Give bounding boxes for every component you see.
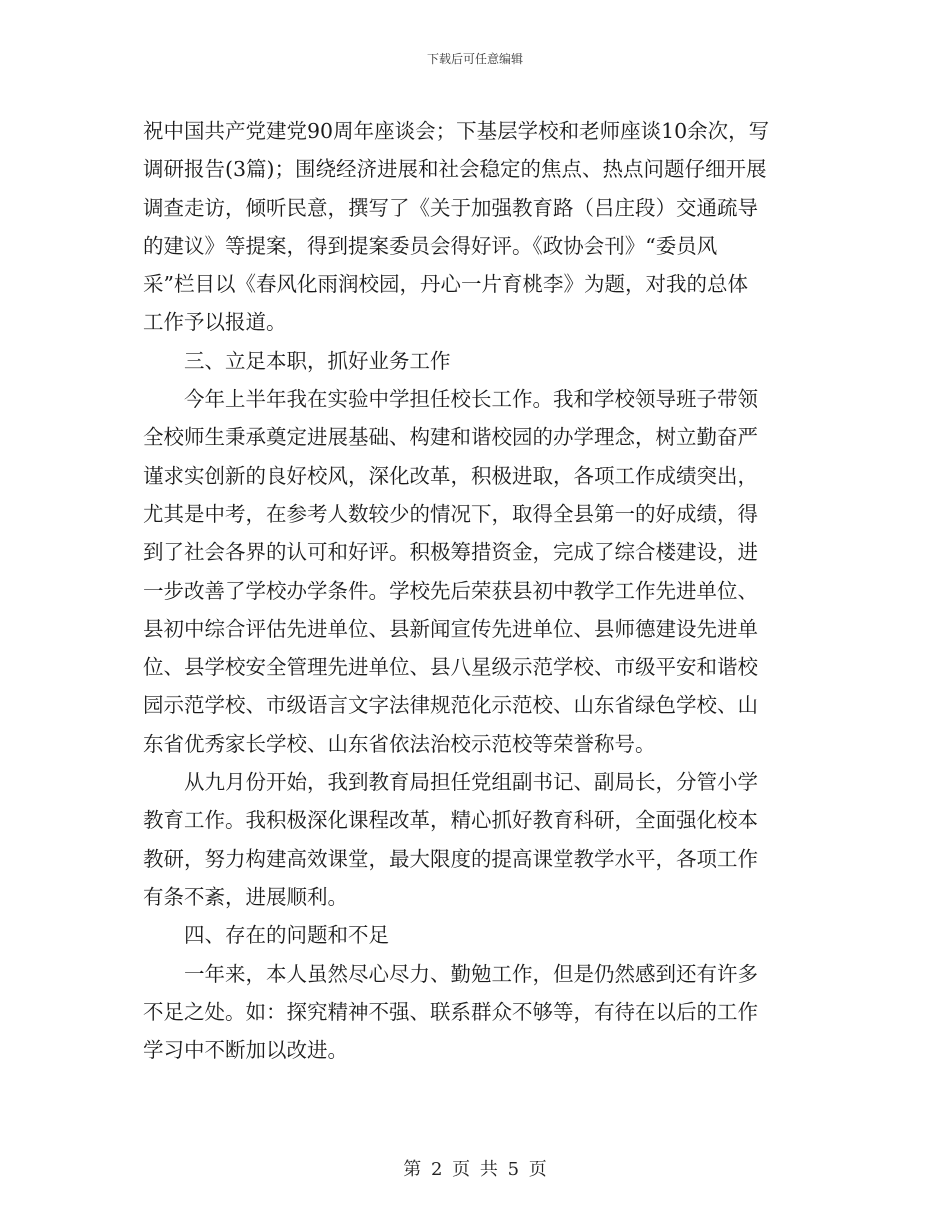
text-line: 采”栏目以《春风化雨润校园，丹心一片育桃李》为题，对我的总体 — [143, 272, 748, 297]
text-line: 教育工作。我积极深化课程改革，精心抓好教育科研，全面强化校本 — [143, 808, 758, 833]
text-line: 一年来，本人虽然尽心尽力、勤勉工作，但是仍然感到还有许多 — [184, 961, 758, 986]
page-number: 第 2 页 共 5 页 — [403, 1159, 547, 1180]
page-header: 下载后可任意编辑 — [426, 52, 523, 66]
text-line: 从九月份开始，我到教育局担任党组副书记、副局长，分管小学 — [184, 770, 758, 795]
text-line: 不足之处。如：探究精神不强、联系群众不够等，有待在以后的工作 — [143, 999, 758, 1024]
text-line: 有条不紊，进展顺利。 — [143, 884, 348, 909]
text-line: 尤其是中考，在参考人数较少的情况下，取得全县第一的好成绩，得 — [143, 501, 758, 526]
text-line: 今年上半年我在实验中学担任校长工作。我和学校领导班子带领 — [184, 387, 758, 412]
text-line: 谨求实创新的良好校风，深化改革，积极进取，各项工作成绩突出， — [143, 463, 758, 488]
text-line: 调查走访，倾听民意，撰写了《关于加强教育路（吕庄段）交通疏导 — [143, 195, 758, 220]
text-line: 调研报告(3篇)；围绕经济进展和社会稳定的焦点、热点问题仔细开展 — [143, 157, 767, 182]
text-line: 学习中不断加以改进。 — [143, 1038, 348, 1063]
document-body — [143, 112, 807, 1069]
text-line: 教研，努力构建高效课堂，最大限度的提高课堂教学水平，各项工作 — [143, 846, 758, 871]
section-heading: 三、立足本职，抓好业务工作 — [184, 348, 451, 373]
text-line: 全校师生秉承奠定进展基础、构建和谐校园的办学理念，树立勤奋严 — [143, 425, 758, 450]
text-line: 园示范学校、市级语言文字法律规范化示范校、山东省绿色学校、山 — [143, 693, 758, 718]
text-line: 的建议》等提案，得到提案委员会得好评。《政协会刊》“委员风 — [143, 233, 718, 258]
text-line: 到了社会各界的认可和好评。积极筹措资金，完成了综合楼建设，进 — [143, 540, 758, 565]
text-line: 工作予以报道。 — [143, 310, 287, 335]
section-heading: 四、存在的问题和不足 — [184, 923, 389, 948]
text-line: 东省优秀家长学校、山东省依法治校示范校等荣誉称号。 — [143, 731, 656, 756]
text-line: 一步改善了学校办学条件。学校先后荣获县初中教学工作先进单位、 — [143, 578, 758, 603]
text-line: 位、县学校安全管理先进单位、县八星级示范学校、市级平安和谐校 — [143, 655, 758, 680]
text-line: 县初中综合评估先进单位、县新闻宣传先进单位、县师德建设先进单 — [143, 616, 758, 641]
text-line: 祝中国共产党建党90周年座谈会；下基层学校和老师座谈10余次，写 — [143, 119, 770, 143]
